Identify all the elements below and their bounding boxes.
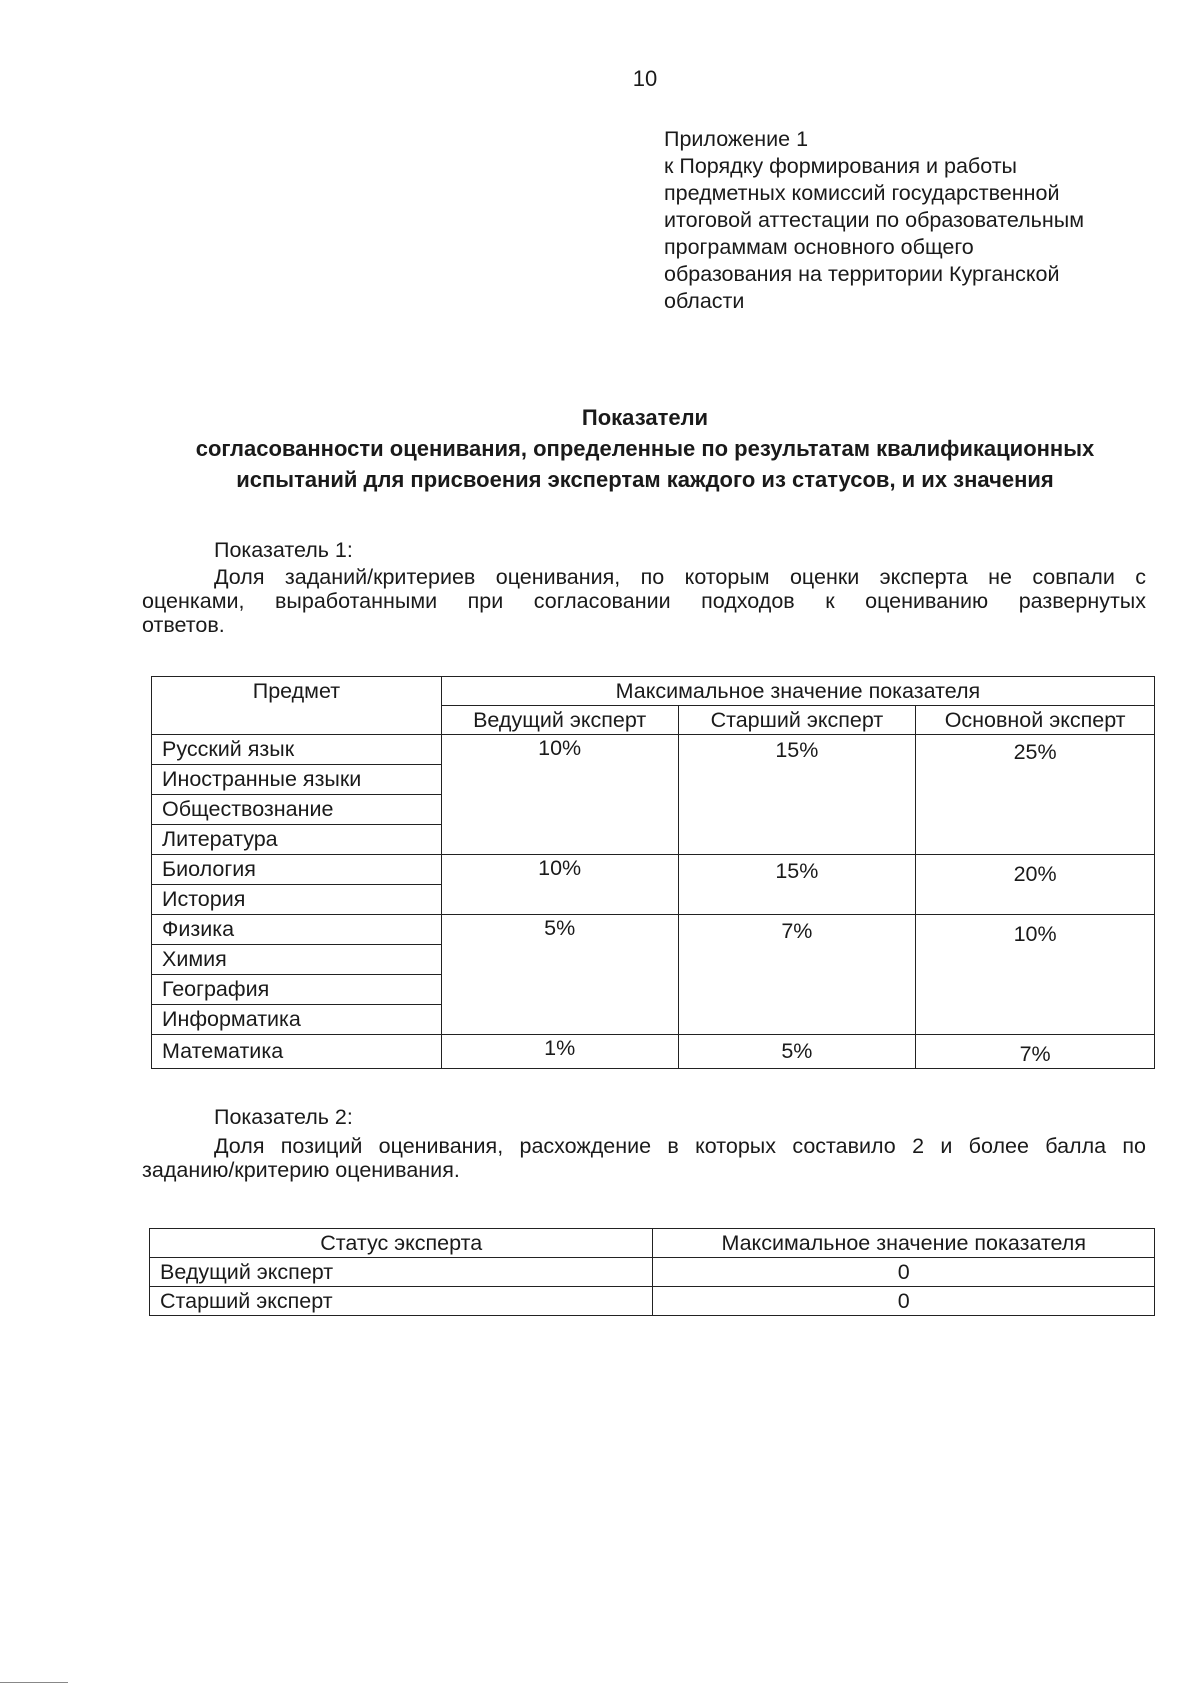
header-max-value: Максимальное значение показателя xyxy=(653,1229,1155,1258)
indicator2-text-line: заданию/критерию оценивания. xyxy=(142,1158,460,1182)
subject-cell: Биология xyxy=(152,855,442,885)
subject-cell: География xyxy=(152,975,442,1005)
value-cell: 7% xyxy=(678,915,916,1035)
subject-cell: Обществознание xyxy=(152,795,442,825)
indicator1-text-line: оценками, выработанными при согласовании подходов к оцениванию развернутых xyxy=(142,589,1146,613)
value-cell: 20% xyxy=(916,855,1155,915)
appendix-line: итоговой аттестации по образовательным xyxy=(664,208,1084,232)
table-row xyxy=(152,855,1155,885)
indicator1-description xyxy=(142,565,1146,637)
appendix-line: программам основного общего xyxy=(664,235,974,259)
subject-cell: Русский язык xyxy=(152,735,442,765)
subject-cell: Физика xyxy=(152,915,442,945)
indicator2-table xyxy=(149,1228,1155,1316)
subject-cell: Математика xyxy=(152,1035,442,1069)
document-title xyxy=(130,402,1160,495)
value-cell: 1% xyxy=(441,1035,678,1069)
appendix-line: области xyxy=(664,289,745,313)
table-row xyxy=(152,1035,1155,1069)
header-senior-expert: Старший эксперт xyxy=(678,706,916,735)
value-cell: 5% xyxy=(441,915,678,1035)
value-cell: 5% xyxy=(678,1035,916,1069)
indicator1-label: Показатель 1: xyxy=(214,538,353,562)
value-cell: 7% xyxy=(916,1035,1155,1069)
table-header-row xyxy=(152,677,1155,706)
value-cell: 10% xyxy=(916,915,1155,1035)
subject-cell: Информатика xyxy=(152,1005,442,1035)
value-cell: 10% xyxy=(441,735,678,855)
indicator1-text-line: Доля заданий/критериев оценивания, по которым оценки эксперта не совпали с xyxy=(214,565,1146,589)
appendix-block xyxy=(664,126,1164,315)
appendix-line: предметных комиссий государственной xyxy=(664,181,1060,205)
indicator2-label: Показатель 2: xyxy=(214,1105,353,1129)
header-main-expert: Основной эксперт xyxy=(916,706,1155,735)
header-expert-status: Статус эксперта xyxy=(150,1229,653,1258)
indicator1-text-line: ответов. xyxy=(142,613,225,637)
header-max-value: Максимальное значение показателя xyxy=(441,677,1154,706)
status-cell: Старший эксперт xyxy=(150,1287,653,1316)
value-cell: 0 xyxy=(653,1287,1155,1316)
status-cell: Ведущий эксперт xyxy=(150,1258,653,1287)
table-row xyxy=(150,1258,1155,1287)
subject-cell: Иностранные языки xyxy=(152,765,442,795)
appendix-line: Приложение 1 xyxy=(664,127,809,151)
subject-cell: Литература xyxy=(152,825,442,855)
value-cell: 15% xyxy=(678,855,916,915)
value-cell: 0 xyxy=(653,1258,1155,1287)
table-header-row xyxy=(150,1229,1155,1258)
value-cell: 15% xyxy=(678,735,916,855)
title-line: испытаний для присвоения экспертам каждого из статусов, и их значения xyxy=(236,467,1054,492)
header-lead-expert: Ведущий эксперт xyxy=(441,706,678,735)
appendix-line: к Порядку формирования и работы xyxy=(664,154,1018,178)
value-cell: 10% xyxy=(441,855,678,915)
value-cell: 25% xyxy=(916,735,1155,855)
subject-cell: Химия xyxy=(152,945,442,975)
subject-cell: История xyxy=(152,885,442,915)
indicator2-text-line: Доля позиций оценивания, расхождение в которых составило 2 и более балла по xyxy=(214,1134,1146,1158)
title-line: Показатели xyxy=(581,405,709,430)
page-number: 10 xyxy=(632,66,658,91)
appendix-line: образования на территории Курганской xyxy=(664,262,1060,286)
table-row xyxy=(150,1287,1155,1316)
indicator2-description xyxy=(142,1134,1146,1182)
indicator1-table xyxy=(151,676,1155,1069)
header-subject: Предмет xyxy=(152,677,442,735)
table-row xyxy=(152,735,1155,765)
scan-margin-mark xyxy=(0,1682,68,1683)
title-line: согласованности оценивания, определенные по результатам квалификационных xyxy=(195,436,1095,461)
table-row xyxy=(152,915,1155,945)
